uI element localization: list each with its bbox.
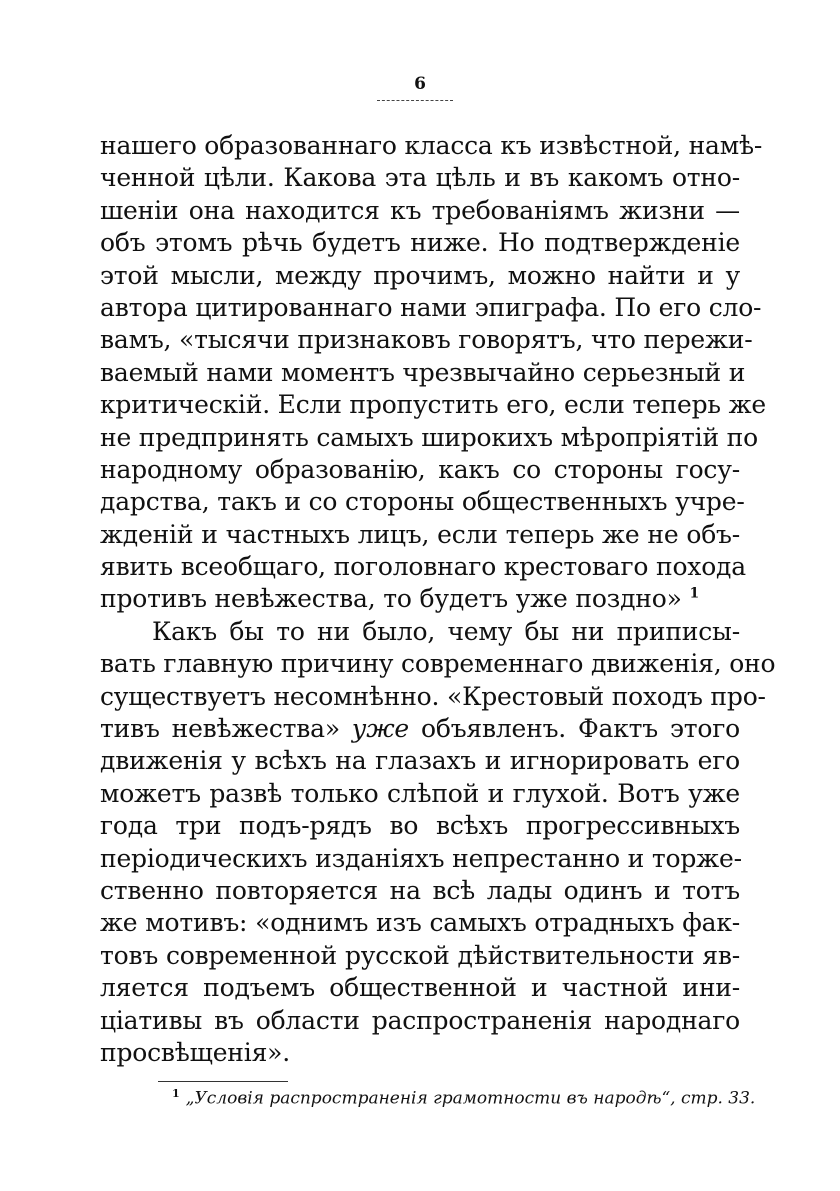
text-line: ченной цѣли. Какова эта цѣль и въ какомъ отно- xyxy=(100,163,740,193)
text-line: вать главную причину современнаго движенія, оно xyxy=(100,649,776,679)
text-line: товъ современной русской дѣйствительности яв- xyxy=(100,940,740,970)
text-line xyxy=(100,583,740,615)
text-line: можетъ развѣ только слѣпой и глухой. Вотъ уже xyxy=(100,778,740,808)
text-line: ваемый нами моментъ чрезвычайно серьезный и xyxy=(100,357,746,387)
text-line xyxy=(100,713,740,745)
body-text xyxy=(100,130,776,1069)
text-line: автора цитированнаго нами эпиграфа. По его сло- xyxy=(100,292,762,322)
text-line-part: тивъ невѣжества» xyxy=(100,714,352,744)
text-line-part: объявленъ. Фактъ этого xyxy=(409,714,740,744)
text-line: просвѣщенія». xyxy=(100,1037,290,1067)
text-line: народному образованію, какъ со стороны госу- xyxy=(100,454,740,484)
text-line: ляется подъемъ общественной и частной ини- xyxy=(100,973,740,1003)
text-line: Какъ бы то ни было, чему бы ни приписы- xyxy=(152,616,740,646)
footnote xyxy=(172,1087,755,1109)
header-rule xyxy=(377,100,453,101)
text-line: нашего образованнаго класса къ извѣстной, намѣ- xyxy=(100,131,763,160)
text-line: этой мысли, между прочимъ, можно найти и у xyxy=(100,260,740,290)
text-line: существуетъ несомнѣнно. «Крестовый походъ про- xyxy=(100,681,766,711)
text-line: не предпринять самыхъ широкихъ мѣропріятій по xyxy=(100,422,758,452)
footnote-reference: 1 xyxy=(689,586,699,603)
text-line: же мотивъ: «однимъ изъ самыхъ отрадныхъ фак- xyxy=(100,908,740,938)
text-line: періодическихъ изданіяхъ непрестанно и торже- xyxy=(100,843,742,873)
text-line: явить всеобщаго, поголовнаго крестоваго похода xyxy=(100,552,746,582)
footnote-text: „Условія распространенія грамотности въ народѣ“, стр. 33. xyxy=(185,1088,756,1109)
text-line: движенія у всѣхъ на глазахъ и игнорировать его xyxy=(100,746,740,776)
page-number: 6 xyxy=(414,74,426,94)
footnote-mark: 1 xyxy=(172,1087,180,1100)
text-line: ціативы въ области распространенія народнаго xyxy=(100,1005,740,1035)
text-line: жденій и частныхъ лицъ, если теперь же не объ- xyxy=(100,519,740,549)
text-line-content: противъ невѣжества, то будетъ уже поздно» xyxy=(100,584,690,614)
text-line: ственно повторяется на всѣ лады одинъ и тотъ xyxy=(100,875,740,905)
text-line: объ этомъ рѣчь будетъ ниже. Но подтвержденіе xyxy=(100,228,740,258)
footnote-divider xyxy=(158,1081,288,1082)
text-line: критическій. Если пропустить его, если теперь же xyxy=(100,390,766,420)
text-line: года три подъ-рядъ во всѣхъ прогрессивныхъ xyxy=(100,811,740,841)
text-line: дарства, такъ и со стороны общественныхъ учре- xyxy=(100,487,745,517)
text-line: шеніи она находится къ требованіямъ жизни — xyxy=(100,195,740,225)
text-line: вамъ, «тысячи признаковъ говорятъ, что пережи- xyxy=(100,325,753,355)
emphasis-word: уже xyxy=(351,714,410,744)
